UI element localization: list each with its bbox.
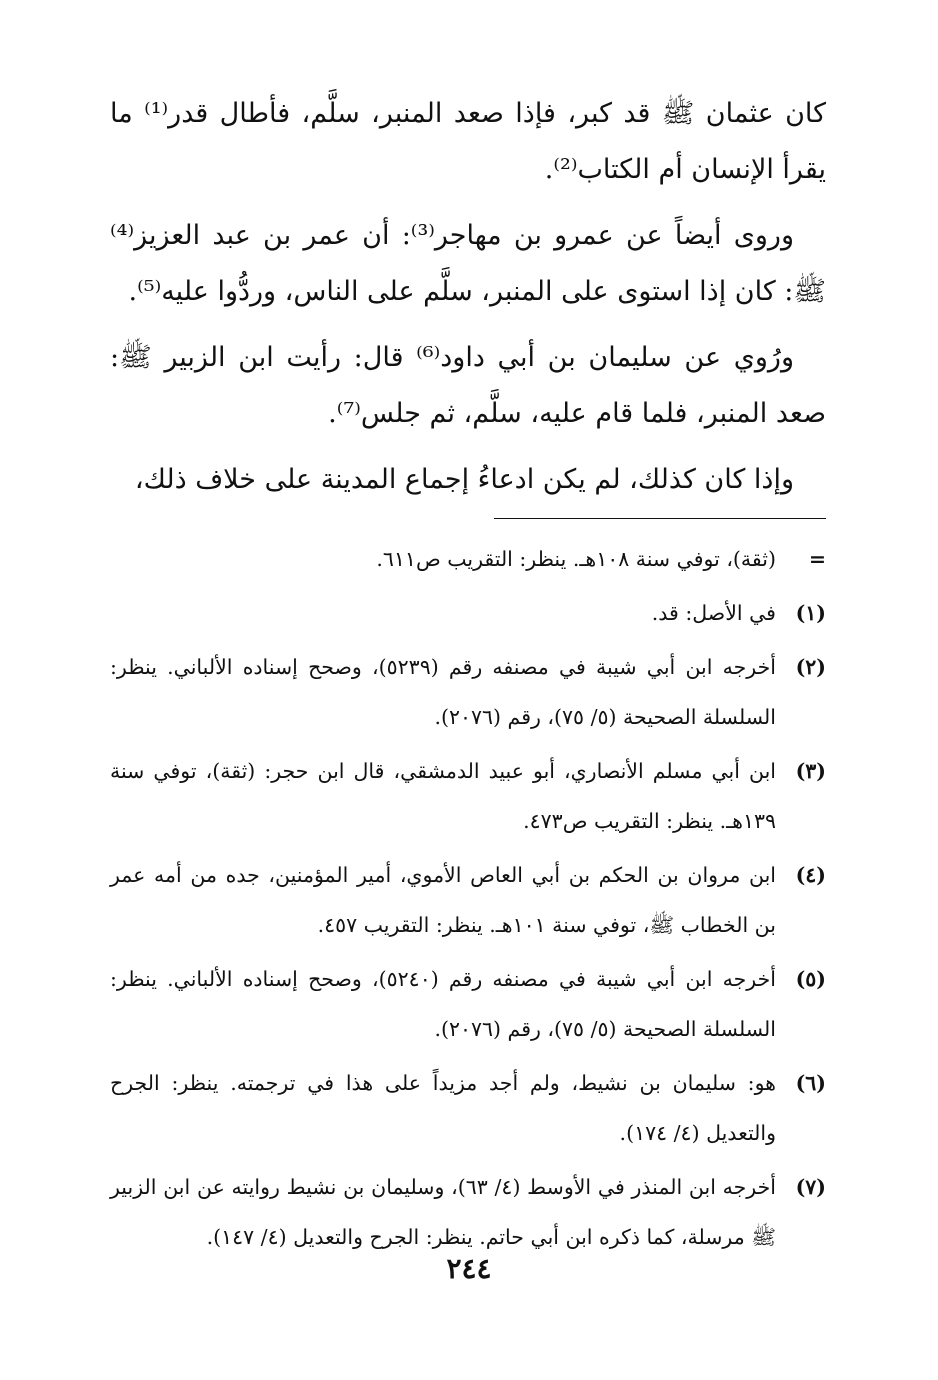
footnote-number: (٦) (795, 1071, 826, 1095)
footnote-5 (110, 954, 826, 1054)
footnote-4 (110, 850, 826, 950)
paragraph-3: ورُوي عن سليمان بن أبي داود⁽⁶⁾ قال: رأيت ابن الزبير ﷺ: صعد المنبر، فلما قام عليه، سلَّم، ثم جلس⁽⁷⁾. (110, 342, 826, 429)
paragraph-4: وإذا كان كذلك، لم يكن ادعاءُ إجماع المدينة على خلاف ذلك، (134, 464, 794, 495)
footnote-text: أخرجه ابن أبي شيبة في مصنفه رقم (٥٢٤٠)، وصحح إسناده الألباني. ينظر: السلسلة الصحيحة (٥/ ٧٥)، رقم (٢٠٧٦). (110, 967, 776, 1041)
footnote-text: ابن مروان بن الحكم بن أبي العاص الأموي، أمير المؤمنين، جده من أمه عمر بن الخطاب ﷺ، توفي سنة ١٠١هـ. ينظر: التقريب ٤٥٧. (110, 863, 776, 937)
paragraph-2: وروى أيضاً عن عمرو بن مهاجر⁽³⁾: أن عمر بن عبد العزيز⁽⁴⁾ ﷺ: كان إذا استوى على المنبر، سلَّم على الناس، وردُّوا عليه⁽⁵⁾. (110, 220, 826, 307)
footnote-text: هو: سليمان بن نشيط، ولم أجد مزيداً على هذا في ترجمته. ينظر: الجرح والتعديل (٤/ ١٧٤). (110, 1071, 776, 1145)
footnote-continuation (110, 534, 826, 584)
footnote-number: (٥) (795, 967, 826, 991)
footnote-number: (٧) (795, 1175, 826, 1199)
footnote-number: (٢) (795, 655, 826, 679)
page-number: ٢٤٤ (446, 1252, 492, 1285)
footnote-text: أخرجه ابن أبي شيبة في مصنفه رقم (٥٢٣٩)، وصحح إسناده الألباني. ينظر: السلسلة الصحيحة (٥/ ٧٥)، رقم (٢٠٧٦). (110, 655, 776, 729)
footnote-2 (110, 642, 826, 742)
footnote-7 (110, 1162, 826, 1262)
footnote-number: (٣) (795, 759, 826, 783)
footnote-text: أخرجه ابن المنذر في الأوسط (٤/ ٦٣)، وسليمان بن نشيط روايته عن ابن الزبير ﷺ مرسلة، كما ذكره ابن أبي حاتم. ينظر: الجرح والتعديل (٤/ ١٤٧). (110, 1175, 776, 1249)
footnote-3 (110, 746, 826, 846)
footnote-text: (ثقة)، توفي سنة ١٠٨هـ. ينظر: التقريب ص٦١١. (376, 547, 776, 571)
footnote-number: (١) (795, 601, 826, 625)
footnote-6 (110, 1058, 826, 1158)
footnote-separator (494, 518, 826, 519)
footnote-number: (٤) (795, 863, 826, 887)
footnote-1 (110, 588, 826, 638)
footnotes (110, 534, 826, 1266)
footnote-text: ابن أبي مسلم الأنصاري، أبو عبيد الدمشقي، قال ابن حجر: (ثقة)، توفي سنة ١٣٩هـ. ينظر: التقريب ص٤٧٣. (110, 759, 776, 833)
footnote-text: في الأصل: قد. (651, 601, 776, 625)
main-text (110, 86, 826, 518)
footnote-marker: = (808, 547, 826, 571)
paragraph-1: كان عثمان ﷺ قد كبر، فإذا صعد المنبر، سلَّم، فأطال قدر⁽¹⁾ ما يقرأ الإنسان أم الكتاب⁽²⁾. (110, 98, 827, 185)
